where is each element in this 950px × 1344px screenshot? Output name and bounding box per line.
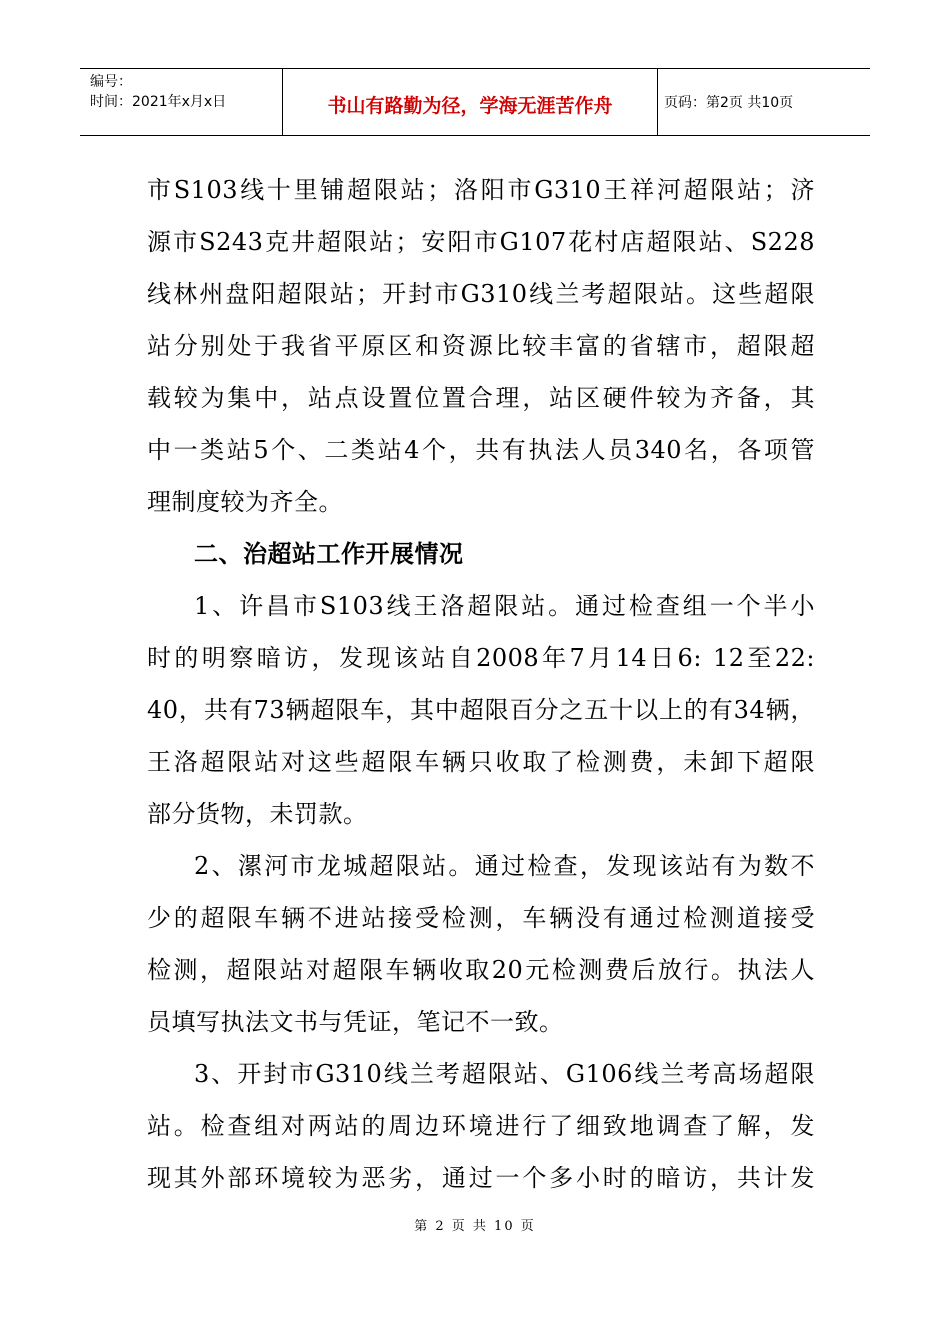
- page-header: [80, 68, 870, 136]
- body-line: 检测，超限站对超限车辆收取20元检测费后放行。执法人: [147, 956, 815, 984]
- body-line: 部分货物，未罚款。: [147, 800, 368, 828]
- header-page-info: 页码：第2页 共10页: [664, 95, 794, 111]
- body-line: 少的超限车辆不进站接受检测，车辆没有通过检测道接受: [147, 904, 815, 932]
- body-line: 现其外部环境较为恶劣，通过一个多小时的暗访，共计发: [147, 1164, 815, 1192]
- document-date: 时间：2021年x月x日: [90, 94, 227, 110]
- page-footer: 第 2 页 共 10 页: [414, 1219, 536, 1234]
- body-line: 2、漯河市龙城超限站。通过检查，发现该站有为数不: [194, 852, 815, 880]
- body-line: 时的明察暗访，发现该站自2008年7月14日6: 12至22:: [147, 644, 815, 672]
- body-line: 王洛超限站对这些超限车辆只收取了检测费，未卸下超限: [147, 748, 815, 776]
- body-line: 市S103线十里铺超限站；洛阳市G310王祥河超限站；济: [147, 176, 815, 204]
- body-line: 1、许昌市S103线王洛超限站。通过检查组一个半小: [194, 592, 815, 620]
- body-line: 载较为集中，站点设置位置合理，站区硬件较为齐备，其: [147, 384, 815, 412]
- body-line: 员填写执法文书与凭证，笔记不一致。: [147, 1008, 564, 1036]
- section-heading: 二、治超站工作开展情况: [194, 540, 464, 568]
- body-line: 40，共有73辆超限车，其中超限百分之五十以上的有34辆，: [147, 696, 815, 724]
- document-number-label: 编号：: [90, 74, 132, 90]
- body-line: 中一类站5个、二类站4个，共有执法人员340名，各项管: [147, 436, 815, 464]
- body-line: 站。检查组对两站的周边环境进行了细致地调查了解，发: [147, 1112, 815, 1140]
- body-line: 线林州盘阳超限站；开封市G310线兰考超限站。这些超限: [147, 280, 815, 308]
- header-motto: 书山有路勤为径，学海无涯苦作舟: [283, 69, 658, 135]
- body-line: 源市S243克井超限站；安阳市G107花村店超限站、S228: [147, 228, 815, 256]
- body-line: 站分别处于我省平原区和资源比较丰富的省辖市，超限超: [147, 332, 815, 360]
- body-line: 理制度较为齐全。: [147, 488, 343, 516]
- document-body: [147, 164, 815, 1204]
- header-meta: [80, 69, 283, 135]
- body-line: 3、开封市G310线兰考超限站、G106线兰考高场超限: [194, 1060, 815, 1088]
